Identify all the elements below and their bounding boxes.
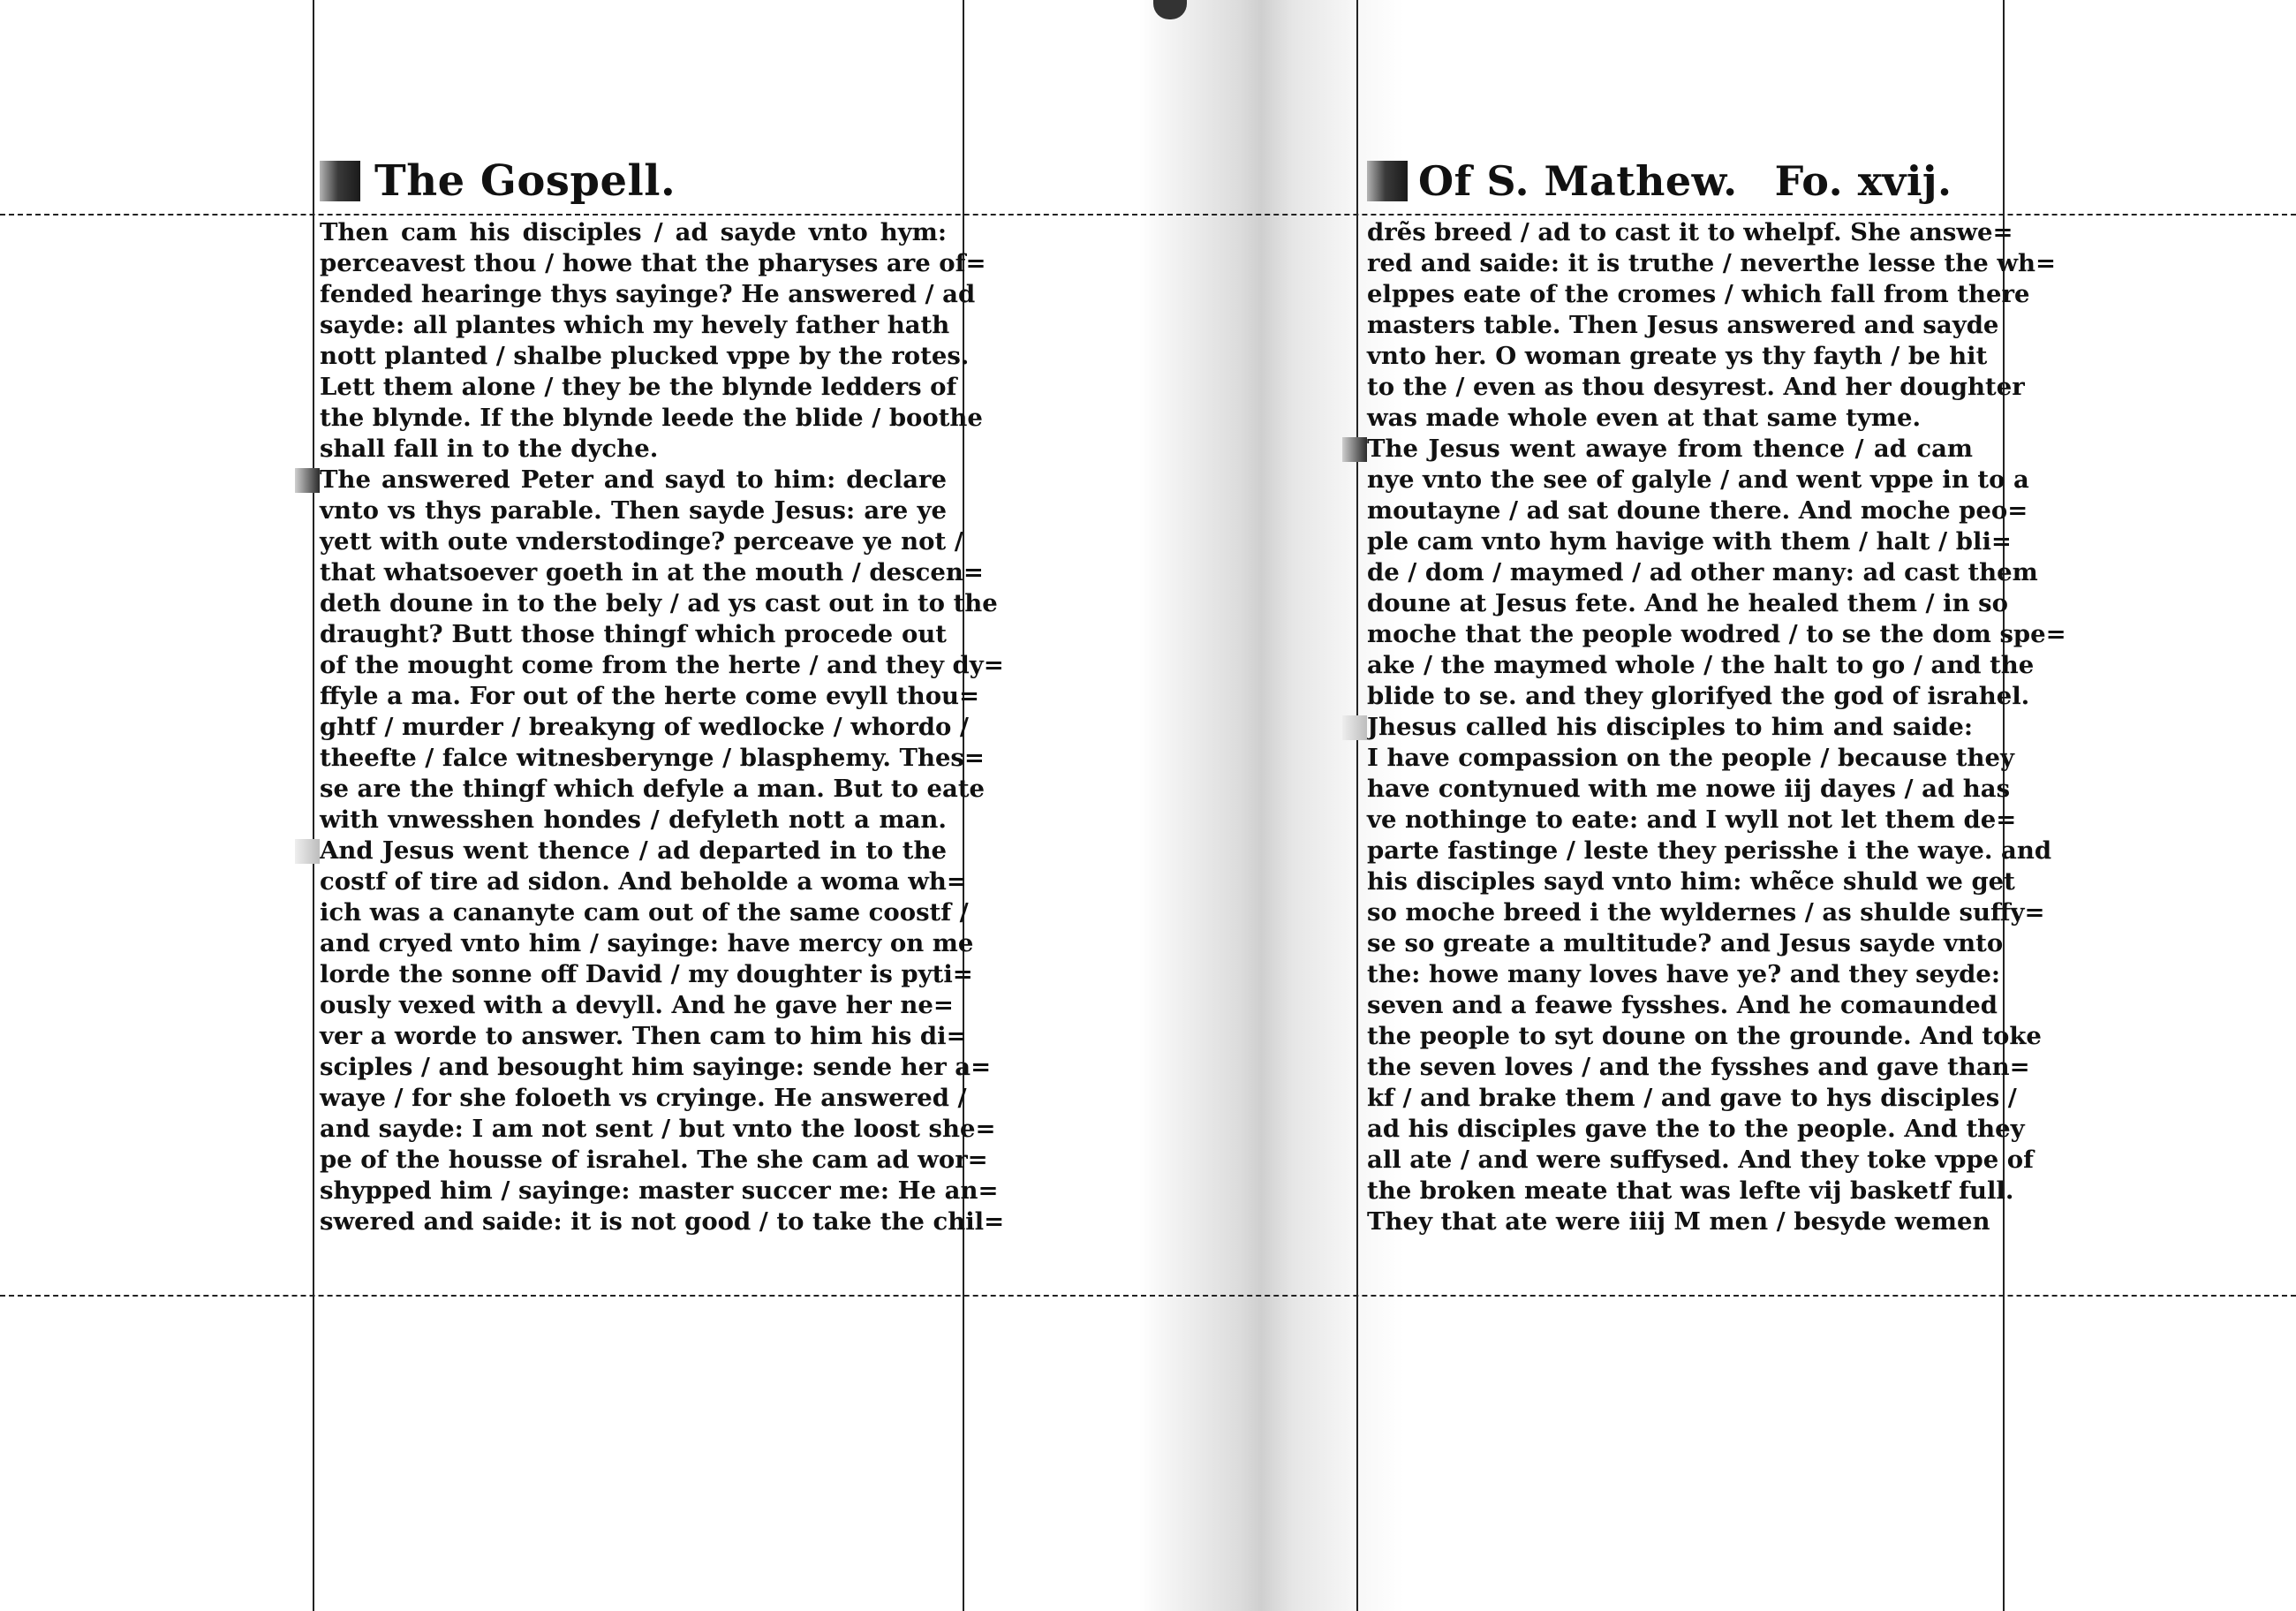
paragraph-mark-icon (295, 839, 320, 864)
text-line: seven and a feawe fysshes. And he comaunded (1367, 991, 1998, 1019)
text-line: draught? Butt those thingf which procede out (320, 620, 947, 648)
text-line: ghtf / murder / breakyng of wedlocke / whordo / (320, 713, 969, 741)
text-line: deth doune in to the bely / ad ys cast out in to the (320, 589, 998, 617)
right-page (1367, 150, 2066, 1237)
text-line: ake / the maymed whole / the halt to go / and the (1367, 651, 2035, 679)
text-line: the: howe many loves have ye? and they seyde: (1367, 960, 2001, 988)
text-line: with vnwesshen hondes / defyleth nott a man. (320, 806, 947, 834)
crop-line-left-outer (313, 0, 314, 1611)
text-line: blide to se. and they glorifyed the god of israhel. (1367, 682, 2030, 710)
text-line: I have compassion on the people / because they (1367, 744, 2014, 772)
text-line: se so greate a multitude? and Jesus sayde vnto (1367, 929, 2004, 957)
paragraph-mark-icon (295, 468, 320, 493)
text-line: Then cam his disciples / ad sayde vnto hym: (320, 218, 947, 246)
text-line: and sayde: I am not sent / but vnto the loost she= (320, 1115, 996, 1143)
text-line: theefte / falce witnesberynge / blasphemy. Thes= (320, 744, 985, 772)
text-line: the broken meate that was lefte vij basketf full. (1367, 1176, 2014, 1205)
text-line: sciples / and besought him sayinge: sende her a= (320, 1053, 992, 1081)
text-line: swered and saide: it is not good / to take the chil= (320, 1207, 1005, 1236)
text-line: so moche breed i the wyldernes / as shulde suffy= (1367, 898, 2045, 927)
paragraph-mark-icon (1367, 161, 1408, 201)
text-line: moche that the people wodred / to se the dom spe= (1367, 620, 2066, 648)
text-line: Jhesus called his disciples to him and saide: (1367, 713, 1973, 741)
text-line: all ate / and were suffysed. And they toke vppe of (1367, 1146, 2034, 1174)
text-line: costf of tire ad sidon. And beholde a woma wh= (320, 867, 967, 896)
text-line: The answered Peter and sayd to him: declare (320, 465, 947, 494)
text-line: waye / for she foloeth vs cryinge. He answered / (320, 1084, 967, 1112)
text-line: shall fall in to the dyche. (320, 435, 659, 463)
text-line: was made whole even at that same tyme. (1367, 404, 1922, 432)
text-line: that whatsoever goeth in at the mouth / descen= (320, 558, 984, 586)
right-running-head (1367, 150, 1973, 212)
text-line: of the mought come from the herte / and they dy= (320, 651, 1004, 679)
text-line: And Jesus went thence / ad departed in to the (320, 836, 947, 865)
text-line: sayde: all plantes which my hevely father hath (320, 311, 950, 339)
paragraph-mark-icon (320, 161, 360, 201)
paragraph-group (1367, 712, 1973, 743)
text-line: vnto her. O woman greate ys thy fayth / be hit (1367, 342, 1988, 370)
right-text-block (1367, 217, 2066, 1237)
paragraph-group (320, 836, 947, 866)
text-line: vnto vs thys parable. Then sayde Jesus: are ye (320, 496, 947, 525)
crop-line-left-inner (963, 0, 964, 1611)
folio-number: Fo. xvij. (1774, 157, 1952, 205)
text-line: masters table. Then Jesus answered and sayde (1367, 311, 1999, 339)
text-line: shypped him / sayinge: master succer me: He an= (320, 1176, 999, 1205)
text-line: and cryed vnto him / sayinge: have mercy on me (320, 929, 974, 957)
text-line: red and saide: it is truthe / neverthe lesse the wh= (1367, 249, 2057, 277)
text-line: doune at Jesus fete. And he healed them / in so (1367, 589, 2009, 617)
text-line: the people to syt doune on the grounde. And toke (1367, 1022, 2042, 1050)
crop-line-right-inner (1356, 0, 1358, 1611)
text-line: have contynued with me nowe iij dayes / ad has (1367, 775, 2011, 803)
left-running-head-title: The Gospell. (374, 156, 676, 206)
paragraph-group (1367, 434, 1973, 465)
paragraph-mark-icon (1342, 437, 1367, 462)
text-line: ve nothinge to eate: and I wyll not let them de= (1367, 806, 2017, 834)
text-line: ver a worde to answer. Then cam to him his di= (320, 1022, 967, 1050)
text-line: to the / even as thou desyrest. And her doughter (1367, 373, 2025, 401)
text-line: nye vnto the see of galyle / and went vppe in to a (1367, 465, 2029, 494)
text-line: de / dom / maymed / ad other many: ad cast them (1367, 558, 2038, 586)
text-line: lorde the sonne off David / my doughter is pyti= (320, 960, 973, 988)
right-running-head-title: Of S. Mathew. (1418, 157, 1738, 205)
text-line: moutayne / ad sat doune there. And moche peo= (1367, 496, 2028, 525)
paragraph-group (320, 465, 947, 495)
text-line: kf / and brake them / and gave to hys disciples / (1367, 1084, 2017, 1112)
text-line: fended hearinge thys sayinge? He answered / ad (320, 280, 976, 308)
text-line: drẽs breed / ad to cast it to whelpf. She answe= (1367, 218, 2013, 246)
text-line: They that ate were iiij M men / besyde wemen (1367, 1207, 1990, 1236)
text-line: parte fastinge / leste they perisshe i the waye. and (1367, 836, 2052, 865)
text-line: nott planted / shalbe plucked vppe by the rotes. (320, 342, 970, 370)
text-line: the blynde. If the blynde leede the blide / boothe (320, 404, 983, 432)
crop-line-bottom (0, 1295, 2296, 1297)
paragraph-mark-icon (1342, 715, 1367, 740)
text-line: Lett them alone / they be the blynde ledders of (320, 373, 957, 401)
text-line: ad his disciples gave the to the people. And they (1367, 1115, 2025, 1143)
text-line: ffyle a ma. For out of the herte come evyll thou= (320, 682, 980, 710)
text-line: his disciples sayd vnto him: whẽce shuld we get (1367, 867, 2015, 896)
left-running-head (320, 150, 947, 212)
left-text-block (320, 217, 1005, 1237)
text-line: se are the thingf which defyle a man. But to eate (320, 775, 986, 803)
text-line: ich was a cananyte cam out of the same coostf / (320, 898, 969, 927)
text-line: ously vexed with a devyll. And he gave her ne= (320, 991, 954, 1019)
text-line: pe of the housse of israhel. The she cam ad wor= (320, 1146, 988, 1174)
text-line: ple cam vnto hym havige with them / halt / bli= (1367, 527, 2012, 556)
book-gutter-shadow (1139, 0, 1404, 1611)
text-line: the seven loves / and the fysshes and gave than= (1367, 1053, 2030, 1081)
text-line: The Jesus went awaye from thence / ad cam (1367, 435, 1973, 463)
text-line: elppes eate of the cromes / which fall from there (1367, 280, 2030, 308)
left-page (320, 150, 1005, 1237)
text-line: yett with oute vnderstodinge? perceave ye not / (320, 527, 963, 556)
text-line: perceavest thou / howe that the pharyses are of= (320, 249, 986, 277)
